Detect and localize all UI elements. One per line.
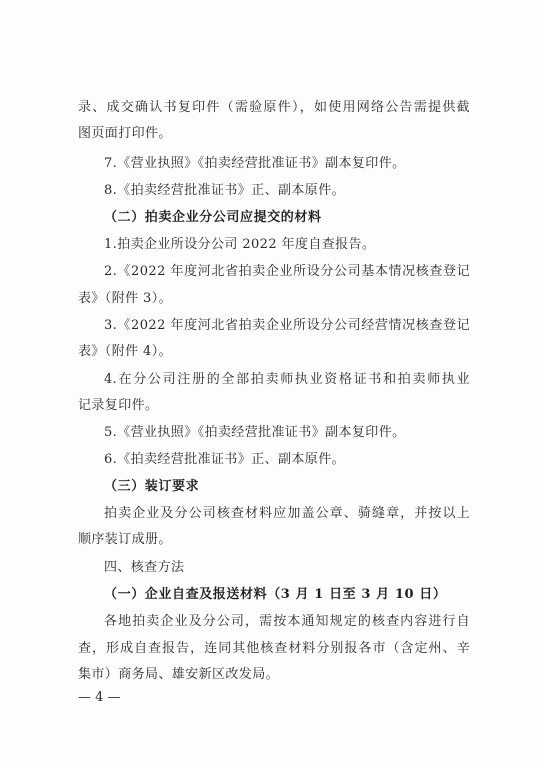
text-line: 6.《拍卖经营批准证书》正、副本原件。 (104, 452, 346, 467)
chapter-heading: 四、核查方法 (104, 560, 185, 575)
text-line: 查，形成自查报告，连同其他核查材料分别报各市（含定州、辛 (78, 641, 470, 656)
text-line: 1.拍卖企业所设分公司 2022 年度自查报告。 (104, 237, 376, 252)
section-heading: （一）企业自查及报送材料（3 月 1 日至 3 月 10 日） (104, 587, 447, 602)
text-line: 表》（附件 3）。 (78, 291, 173, 306)
text-line: 7.《营业执照》《拍卖经营批准证书》副本复印件。 (104, 156, 406, 171)
text-line: 录、成交确认书复印件（需验原件），如使用网络公告需提供截 (78, 100, 470, 115)
text-line: 集市）商务局、雄安新区改发局。 (78, 667, 280, 682)
text-line: 4.在分公司注册的全部拍卖师执业资格证书和拍卖师执业 (104, 372, 470, 387)
text-line: 记录复印件。 (78, 398, 159, 413)
section-heading: （三）装订要求 (104, 479, 200, 494)
text-line: 5.《营业执照》《拍卖经营批准证书》副本复印件。 (104, 425, 406, 440)
text-line: 8.《拍卖经营批准证书》正、副本原件。 (104, 183, 346, 198)
text-line: 拍卖企业及分公司核查材料应加盖公章、骑缝章，并按以上 (104, 506, 470, 521)
text-line: 表》（附件 4）。 (78, 344, 173, 359)
text-line: 顺序装订成册。 (78, 532, 172, 547)
text-line: 图页面打印件。 (78, 126, 172, 141)
text-line: 各地拍卖企业及分公司，需按本通知规定的核查内容进行自 (104, 614, 470, 629)
page-number: — 4 — (78, 690, 121, 705)
section-heading: （二）拍卖企业分公司应提交的材料 (104, 210, 322, 225)
text-line: 3.《2022 年度河北省拍卖企业所设分公司经营情况核查登记 (104, 318, 470, 333)
text-line: 2.《2022 年度河北省拍卖企业所设分公司基本情况核查登记 (104, 264, 470, 279)
